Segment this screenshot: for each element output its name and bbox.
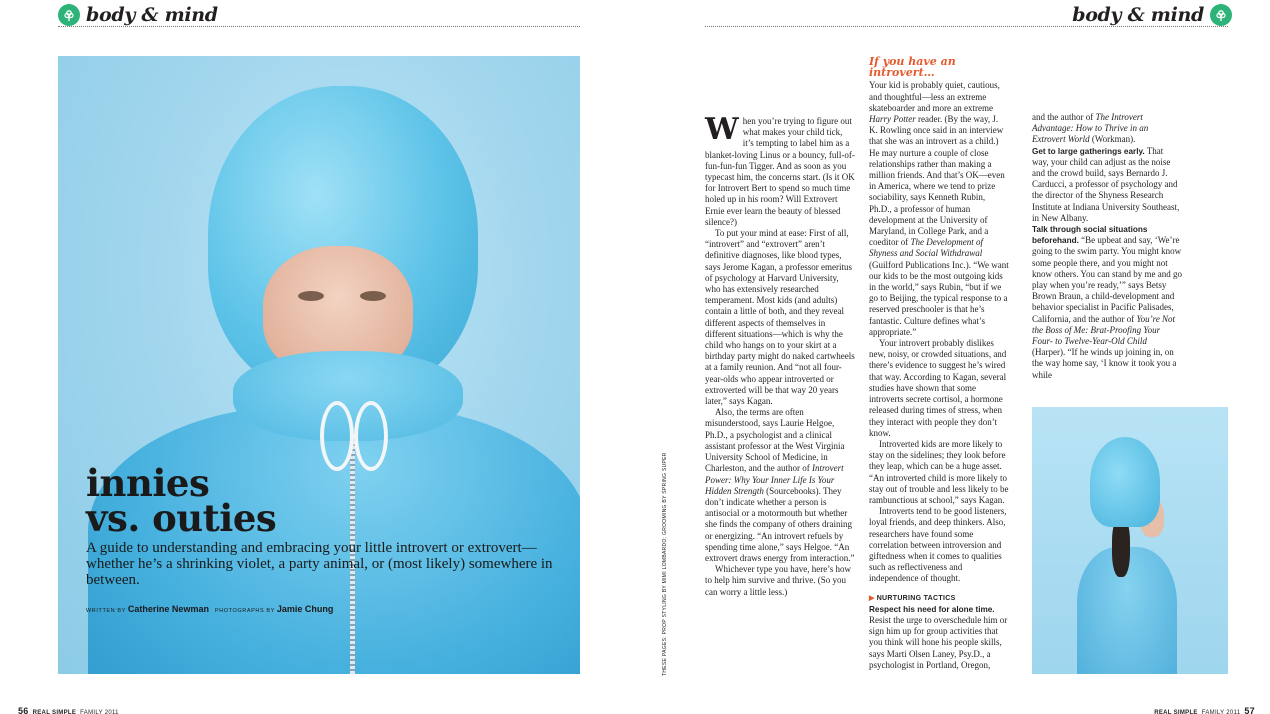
paragraph: Your introvert probably dislikes new, noisy, or crowded situations, and there’s evidence to suggest he’s wired that way. According to Kagan, several studies have shown that some introverts secrete cortisol, a hormone released during times of stress, when they interact with people they don’t know. [869,338,1007,438]
eye [360,291,386,301]
book-title: The Development of Shyness and Social Withdrawal [869,237,983,259]
flower-icon [1210,4,1232,26]
byline-label: PHOTOGRAPHS BY [214,608,275,614]
section-title: body & mind [1072,4,1204,26]
header-divider [58,26,580,27]
paragraph: To put your mind at ease: First of all, “introvert” and “extrovert” aren’t definitive diagnoses, like blood types, says Jerome Kagan, a professor emeritus of psychology at Harvard University, who has extensively researched temperament. Most kids (and adults) contain a little of both, and they reveal different aspects of themselves in different situations—which is why the child who hangs on to your skirt at a birthday party might do naked cartwheels at a family reunion. And “not all four-year-olds who appear introverted or extroverted will be that way 20 years later,” says Kagan. [705,228,855,407]
paragraph: reader. (By the way, J. K. Rowling once said in an interview that she was an introvert as a child.) He may nurture a couple of close relationships rather than making a million friends. And that’s OK—even in America, where we tend to prize sociability, says Kenneth Rubin, Ph.D., a professor of human development at the University of Maryland, in College Park, and a coeditor of [869,114,1005,248]
byline [86,604,339,614]
eye [298,291,324,301]
magazine-name: REAL SIMPLE [32,710,77,714]
subhead: Talk through social situations beforehand. [1032,225,1148,246]
paragraph: Whichever type you have, here’s how to help him survive and thrive. (So you can worry a little less.) [705,564,851,597]
subhead: Respect his need for alone time. [869,604,995,614]
footer-right [1154,706,1255,714]
section-header-right [1072,2,1232,28]
book-title: Harry Potter [869,114,916,125]
headline-line: vs. outies [86,496,277,540]
issue-name: FAMILY 2011 [80,710,119,714]
paragraph: Resist the urge to overschedule him or sign him up for group activities that you think will hone his people skills, says Marti Olsen Laney, Psy.D., a psychologist in Portland, Oregon, [869,614,1008,670]
drawstring [320,401,354,471]
book-title: You’re Not the Boss of Me: Brat-Proofing Your Four- to Twelve-Year-Old Child [1032,313,1176,347]
page-number: 56 [18,706,29,714]
photographer-name: Jamie Chung [276,604,334,614]
paragraph: That way, your child can adjust as the noise and the crowd build, says Bernardo J. Carducci, a professor of psychology and the director of the Shyness Research Institute at Indiana University Southeast, in New Albany. [1032,145,1180,223]
subhead: Get to large gatherings early. [1032,146,1145,156]
drop-cap: W [705,112,739,147]
paragraph: Also, the terms are often misunderstood, says Laurie Helgoe, Ph.D., a psychologist and a clinical assistant professor at the West Virginia University School of Medicine, in Charleston, and the author of [705,407,845,474]
byline-label: WRITTEN BY [86,608,126,614]
section-title: body & mind [86,4,218,26]
drawstring [354,401,388,471]
paragraph: and the author of [1032,112,1096,122]
section-header-left [58,2,218,28]
header-divider [705,26,1228,27]
paragraph: Your kid is probably quiet, cautious, and thoughtful—less an extreme skateboarder and more an extreme [869,80,1000,113]
article-column-3 [1032,112,1182,381]
flower-icon [58,4,80,26]
article-deck: A guide to understanding and embracing your little introvert or extrovert—whether he’s a shrinking violet, a party animal, or (most likely) somewhere in between. [86,540,553,588]
paragraph: “Be upbeat and say, ‘We’re going to the swim party. You might know some people there, and you might not know others. You can stand by me and go play when you’re ready,’” says Betsy Brown Braun, a child-development and behavior specialist in Pacific Palisades, California, and the author of [1032,235,1182,324]
magazine-name: REAL SIMPLE [1154,710,1198,714]
article-headline [86,461,277,540]
issue-name: FAMILY 2011 [1201,710,1241,714]
paragraph: (Sourcebooks). They don’t indicate whether a person is antisocial or a motormouth but whether she finds the company of others draining or energizing. “An introvert refuels by spending time alone,” says Helgoe. “An extrovert draws energy from interaction.” [705,485,855,563]
sidebar-title: If you have an introvert… [869,55,956,80]
tactics-label [869,593,1009,604]
tactics-label-text: NURTURING TACTICS [876,594,956,602]
headline-line: innies [86,461,210,505]
photo-credit: THESE PAGES: PROP STYLING BY MIMI LOMBARDO; GROOMING BY SPRING SUPER [662,452,668,676]
knit-hat [1090,437,1160,527]
paragraph: (Harper). “If he winds up joining in, on the way home say, ‘I know it took you a while [1032,347,1177,380]
paragraph: hen you’re trying to figure out what makes your child tick, it’s tempting to label him as a blanket-loving Linus or a bouncy, full-of-fun-fun-fun Tigger. And as soon as you typecast him, the concerns start. (Is it OK for Introvert Bert to spend so much time holed up in his room? Will Extrovert Ernie ever learn the beauty of blessed silence?) [705,116,855,227]
side-photo [1032,407,1228,674]
page-number: 57 [1244,706,1255,714]
book-title: Introvert Power: Why Your Inner Life Is Your Hidden Strength [705,463,844,496]
article-column-2 [869,56,1009,671]
paragraph: Introverts tend to be good listeners, loyal friends, and deep thinkers. Also, researchers have found some correlation between introversion and giftedness when it comes to qualities such as reflectiveness and independence of thought. [869,506,1007,584]
paragraph: Introverted kids are more likely to stay on the sidelines; they look before they leap, which can be a huge asset. “An introverted child is more likely to stay out of trouble and less likely to be rambunctious at school,” says Kagan. [869,438,1009,505]
paragraph: (Workman). [1089,134,1136,145]
book-title: The Introvert Advantage: How to Thrive in an Extrovert World [1032,112,1149,145]
footer-left [18,706,119,714]
article-column-1 [705,112,855,598]
author-name: Catherine Newman [127,604,209,614]
paragraph: (Guilford Publications Inc.). “We want our kids to be the most outgoing kids in the world,” says Rubin, “but if we go to Beijing, the typical response to a reserved preschooler is that he’s fantastic. Culture defines what’s appropriate.” [869,259,1009,337]
triangle-right-icon: ▶ [869,594,875,602]
